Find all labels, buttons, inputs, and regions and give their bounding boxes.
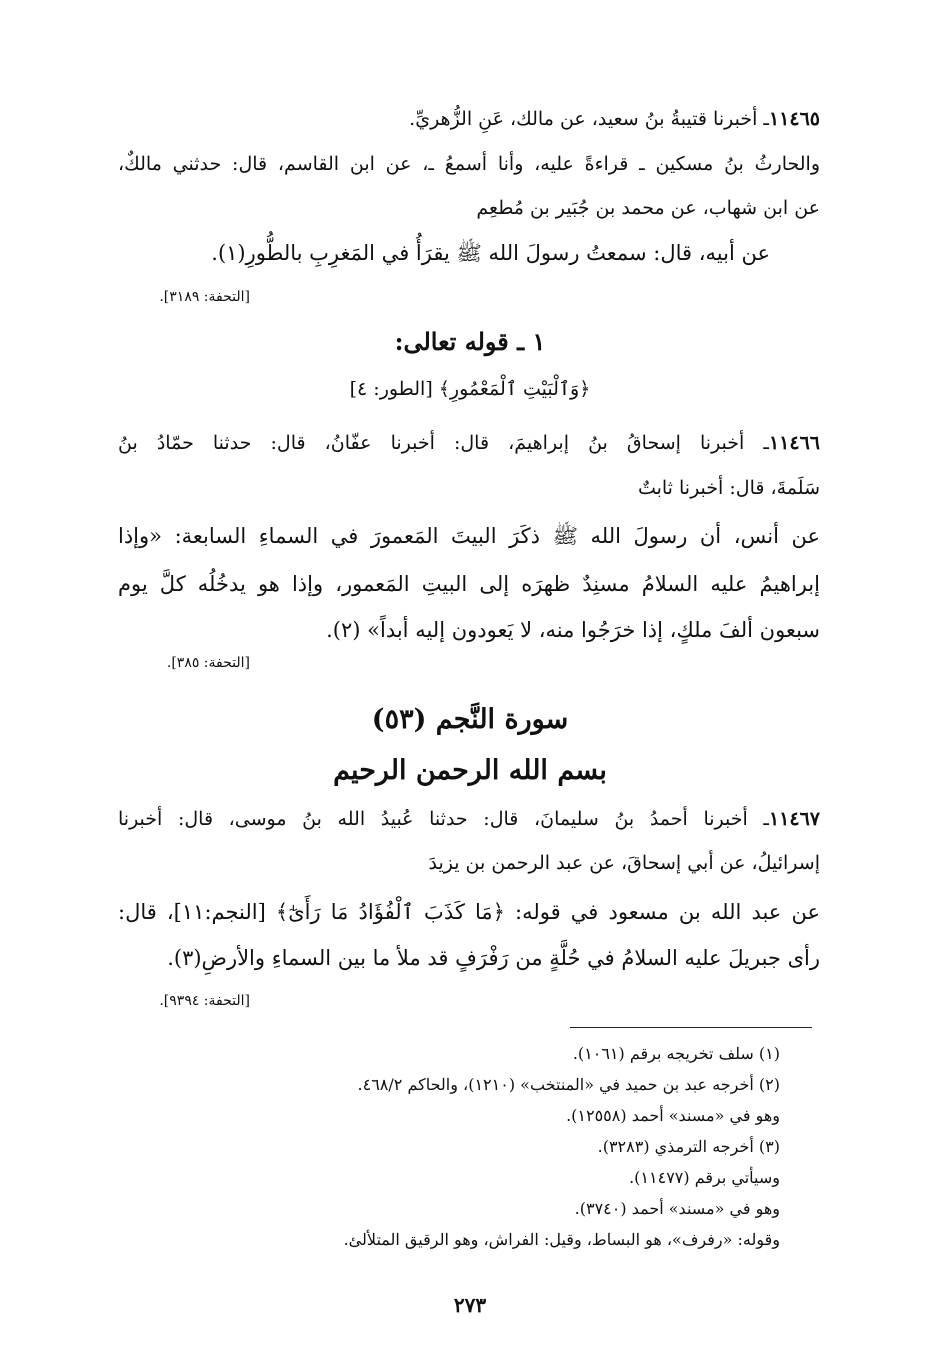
hadith-11465-line-4: عن أبيه، قال: سمعتُ رسولَ الله ﷺ يقرَأُ في المَغرِبِ بالطُّورِ(١). [211,241,770,265]
page-number: ٢٧٣ [453,1293,487,1317]
footnote-2: (٢) أخرجه عبد بن حميد في «المنتخب» (١٢١٠)، والحاكم ٤٦٨/٢. [357,1075,780,1094]
hadith-11466-line-3: عن أنس، أن رسولَ الله ﷺ ذكَرَ البيتَ المَعمورَ في السماءِ السابعة: «وإذا [118,524,820,548]
hadith-11465-line-1 [118,110,820,129]
hadith-11466-line-5: سبعون ألفَ ملكٍ، إذا خرَجُوا منه، لا يَعودون إليه أبداً» (٢). [326,618,820,642]
footnote-3: (٣) أخرجه الترمذي (٣٢٨٣). [597,1137,780,1156]
hadith-11466-line-2: سَلَمةَ، قال: أخبرنا ثابتٌ [637,477,820,499]
footnote-separator [570,1027,812,1028]
tuhfa-ref: [التحفة: ٣١٨٩]. [159,289,250,305]
basmala: بسم الله الرحمن الرحيم [333,755,607,786]
footnote-3-cont: وسيأتي برقم (١١٤٧٧). [629,1168,780,1187]
hadith-11465-line-3: عن ابن شهاب، عن محمد بن جُبَير بن مُطعِم [476,197,820,219]
hadith-11466-line-4: إبراهيمُ عليه السلامُ مسنِدٌ ظهرَه إلى البيتِ المَعمور، وإذا هو يدخُلُه كلَّ يوم [118,572,820,596]
footnote-3-cont: وقوله: «رفرف»، هو البساط، وقيل: الفراش، وهو الرقيق المتلألئ. [343,1230,780,1249]
hadith-11466-line-1 [118,434,820,453]
hadith-text: ـ أخبرنا إسحاقُ بنُ إبراهيمَ، قال: أخبرنا عفّانُ، قال: حدثنا حمّادُ بنُ [118,432,769,454]
hadith-11467-line-1 [118,810,820,829]
hadith-11467-line-4: رأى جبريلَ عليه السلامُ في حُلَّةٍ من رَفْرَفٍ قد ملأ ما بين السماءِ والأرضِ(٣). [167,946,820,970]
quran-verse: ﴿وَٱلْبَيْتِ ٱلْمَعْمُورِ﴾ [الطور: ٤] [349,378,591,400]
hadith-number: ١١٤٦٧ [768,808,820,830]
hadith-11467-line-2: إسرائيلُ، عن أبي إسحاقَ، عن عبد الرحمن بن يزيدَ [428,852,820,874]
hadith-number: ١١٤٦٥ [768,108,820,130]
hadith-text: ـ أخبرنا قتيبةُ بنُ سعيد، عن مالك، عَنِ الزُّهريِّ. [409,108,769,130]
hadith-11465-line-2: والحارثُ بنُ مسكين ـ قراءةً عليه، وأنا أسمعُ ـ، عن ابن القاسم، قال: حدثني مالكٌ، [118,153,820,175]
hadith-number: ١١٤٦٦ [768,432,820,454]
tuhfa-ref: [التحفة: ٩٣٩٤]. [159,993,250,1009]
footnote-2-cont: وهو في «مسند» أحمد (١٢٥٥٨). [566,1106,780,1125]
footnote-3-cont: وهو في «مسند» أحمد (٣٧٤٠). [574,1199,780,1218]
surah-title: سورة النَّجم (٥٣) [371,704,569,735]
hadith-text: ـ أخبرنا أحمدُ بنُ سليمانَ، قال: حدثنا عُبيدُ الله بنُ موسى، قال: أخبرنا [118,808,769,830]
footnote-1: (١) سلف تخريجه برقم (١٠٦١). [572,1044,780,1063]
hadith-11467-line-3: عن عبد الله بن مسعود في قوله: ﴿مَا كَذَبَ ٱلْفُؤَادُ مَا رَأَىٰٓ﴾ [النجم:١١]، قال: [118,900,820,924]
section-heading: ١ ـ قوله تعالى: [394,327,546,356]
tuhfa-ref: [التحفة: ٣٨٥]. [166,655,250,671]
